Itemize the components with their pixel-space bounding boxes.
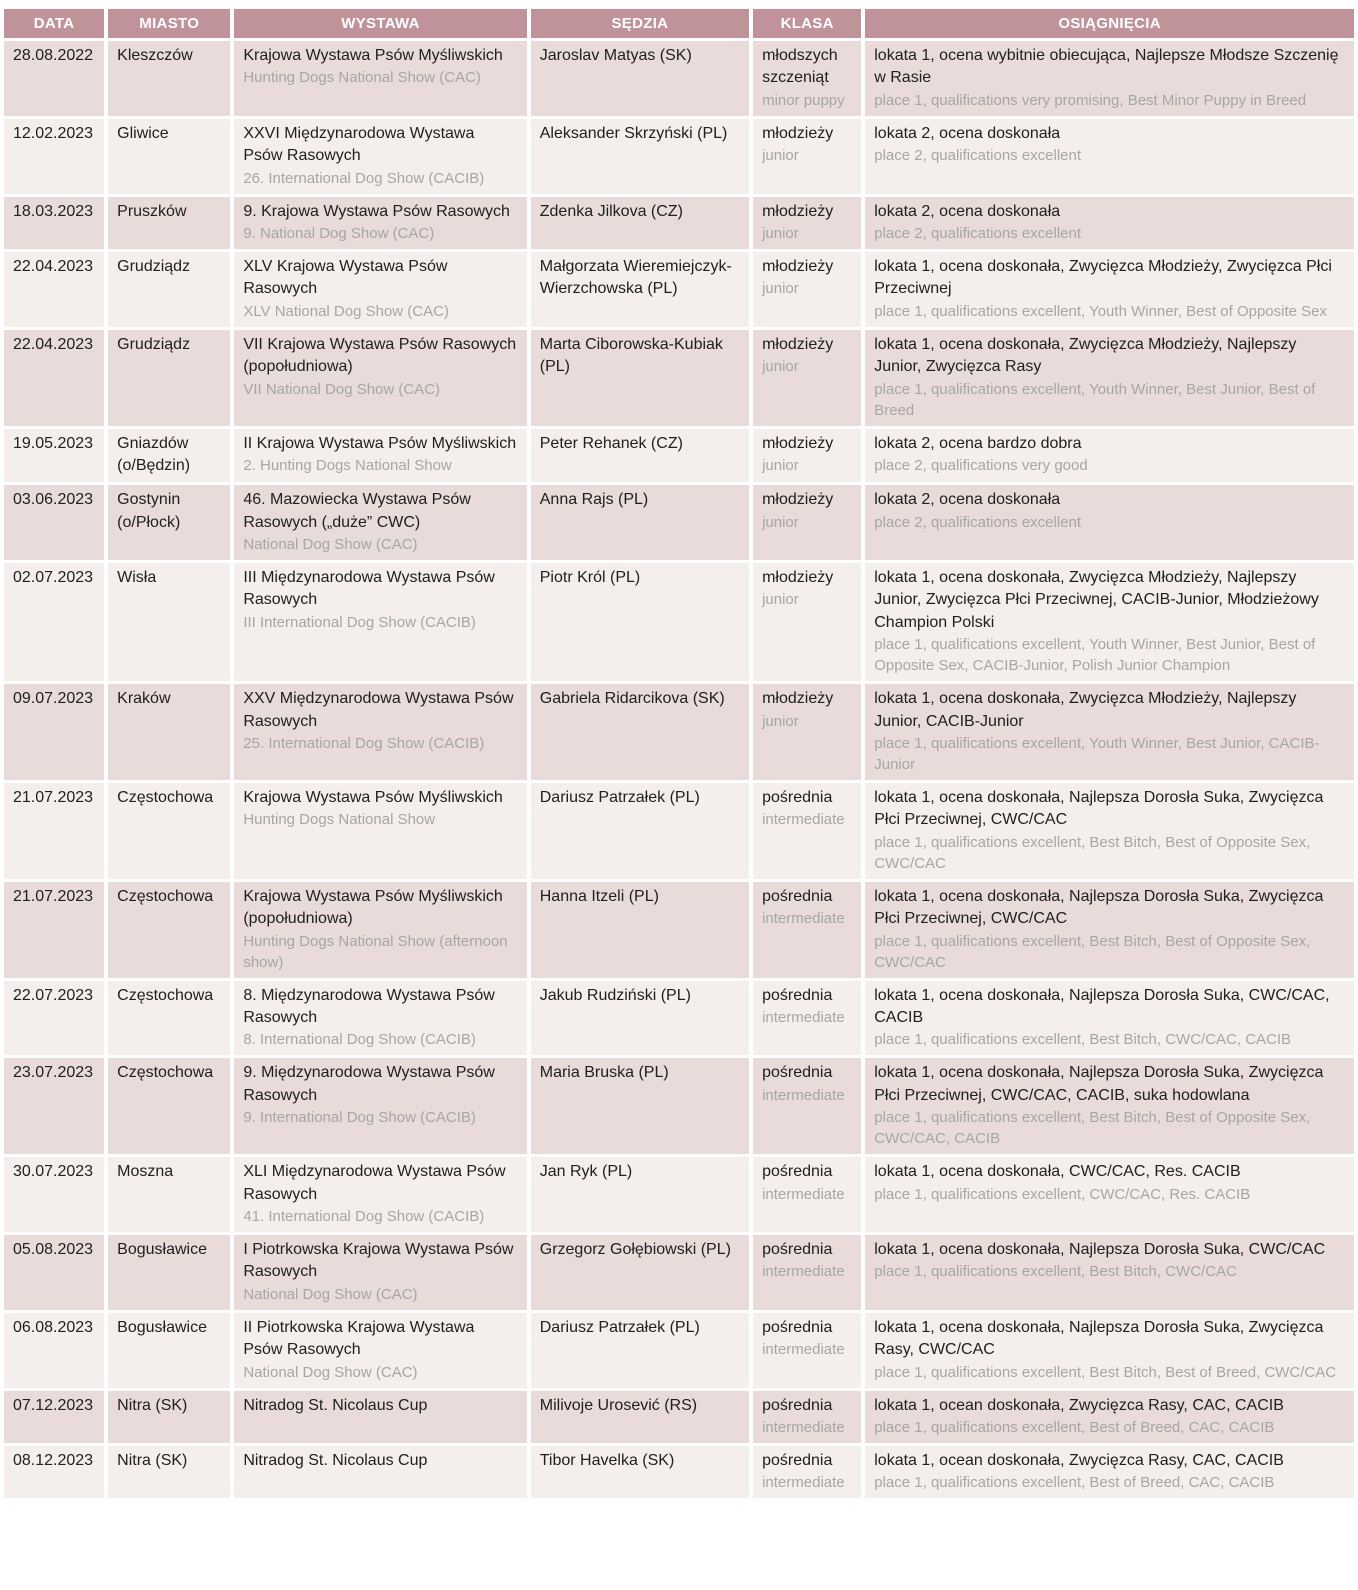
cell-show <box>234 1313 526 1388</box>
show-name-pl: VII Krajowa Wystawa Psów Rasowych (popołudniowa) <box>243 335 517 376</box>
column-header-sedzia: SĘDZIA <box>531 9 749 38</box>
cell-city <box>108 783 230 879</box>
achievements-en: place 1, qualifications excellent, Youth Winner, Best of Opposite Sex <box>874 302 1328 320</box>
cell-show <box>234 1446 526 1498</box>
show-name-en: 41. International Dog Show (CACIB) <box>243 1207 485 1225</box>
class-pl: pośrednia <box>762 1240 833 1258</box>
class-pl: młodzieży <box>762 434 834 452</box>
achievements-en: place 1, qualifications excellent, Best Bitch, Best of Opposite Sex, CWC/CAC <box>874 833 1311 872</box>
achievements-pl: lokata 1, ocena doskonała, Najlepsza Dorosła Suka, CWC/CAC, CACIB <box>874 986 1330 1026</box>
cell-city <box>108 563 230 681</box>
date-value: 05.08.2023 <box>13 1240 94 1258</box>
city-value: Kleszczów <box>117 47 193 64</box>
date-value: 22.04.2023 <box>13 335 94 353</box>
class-pl: młodzieży <box>762 202 834 220</box>
show-name-pl: Nitradog St. Nicolaus Cup <box>243 1396 428 1414</box>
cell-judge <box>531 684 749 780</box>
show-name-en: XLV National Dog Show (CAC) <box>243 302 449 320</box>
date-value: 21.07.2023 <box>13 887 94 905</box>
cell-show <box>234 783 526 879</box>
cell-judge <box>531 1058 749 1154</box>
class-pl: młodszych szczeniąt <box>762 47 838 87</box>
judge-name: Marta Ciborowska-Kubiak (PL) <box>539 335 723 376</box>
class-en: junior <box>762 280 799 298</box>
cell-city <box>108 882 230 978</box>
cell-city <box>108 1235 230 1310</box>
cell-achievements <box>865 981 1354 1056</box>
judge-name: Dariusz Patrzałek (PL) <box>539 1318 700 1336</box>
cell-achievements <box>865 197 1354 249</box>
show-name-pl: 9. Krajowa Wystawa Psów Rasowych <box>243 202 510 220</box>
achievements-en: place 2, qualifications very good <box>874 456 1088 474</box>
cell-show <box>234 429 526 483</box>
cell-class <box>753 1391 861 1443</box>
show-name-en: 26. International Dog Show (CACIB) <box>243 169 485 187</box>
class-en: junior <box>762 591 799 609</box>
date-value: 07.12.2023 <box>13 1396 94 1414</box>
judge-name: Anna Rajs (PL) <box>539 491 649 509</box>
achievements-pl: lokata 1, ocean doskonała, Zwycięzca Rasy, CAC, CACIB <box>874 1451 1284 1469</box>
show-name-pl: III Międzynarodowa Wystawa Psów Rasowych <box>243 569 495 609</box>
cell-class <box>753 1313 861 1388</box>
achievements-pl: lokata 1, ocena doskonała, CWC/CAC, Res. CACIB <box>874 1163 1241 1181</box>
cell-show <box>234 1235 526 1310</box>
class-pl: pośrednia <box>762 789 833 807</box>
cell-city <box>108 684 230 780</box>
cell-class <box>753 783 861 879</box>
table-body <box>4 41 1354 1498</box>
date-value: 22.04.2023 <box>13 257 94 275</box>
cell-class <box>753 1235 861 1310</box>
show-name-pl: XLV Krajowa Wystawa Psów Rasowych <box>243 257 448 298</box>
city-value: Nitra (SK) <box>117 1396 188 1414</box>
cell-show <box>234 1391 526 1443</box>
cell-class <box>753 197 861 249</box>
show-name-en: III International Dog Show (CACIB) <box>243 613 476 631</box>
city-value: Bogusławice <box>117 1318 207 1336</box>
cell-date <box>4 429 104 483</box>
cell-class <box>753 1157 861 1232</box>
class-en: junior <box>762 513 799 531</box>
cell-city <box>108 981 230 1056</box>
class-en: intermediate <box>762 1474 845 1492</box>
table-row <box>4 981 1354 1056</box>
show-name-pl: II Krajowa Wystawa Psów Myśliwskich <box>243 434 517 452</box>
class-en: intermediate <box>762 1341 845 1359</box>
achievements-pl: lokata 1, ocena doskonała, Najlepsza Dorosła Suka, Zwycięzca Rasy, CWC/CAC <box>874 1318 1324 1359</box>
cell-show <box>234 882 526 978</box>
cell-achievements <box>865 563 1354 681</box>
class-pl: młodzieży <box>762 335 834 353</box>
cell-show <box>234 563 526 681</box>
cell-date <box>4 197 104 249</box>
class-en: intermediate <box>762 811 845 829</box>
cell-class <box>753 429 861 483</box>
achievements-en: place 1, qualifications excellent, Best Bitch, Best of Opposite Sex, CWC/CAC, CACIB <box>874 1109 1311 1148</box>
achievements-en: place 2, qualifications excellent <box>874 147 1082 165</box>
city-value: Grudziądz <box>117 257 191 275</box>
cell-date <box>4 41 104 116</box>
judge-name: Małgorzata Wieremiejczyk-Wierzchowska (PL) <box>539 257 732 298</box>
cell-class <box>753 485 861 560</box>
cell-city <box>108 1446 230 1498</box>
class-pl: młodzieży <box>762 690 834 708</box>
class-pl: pośrednia <box>762 1163 833 1181</box>
cell-achievements <box>865 1391 1354 1443</box>
cell-achievements <box>865 882 1354 978</box>
column-header-klasa: KLASA <box>753 9 861 38</box>
show-name-pl: II Piotrkowska Krajowa Wystawa Psów Rasowych <box>243 1318 475 1359</box>
cell-judge <box>531 119 749 194</box>
cell-show <box>234 485 526 560</box>
achievements-en: place 1, qualifications excellent, Youth Winner, Best Junior, Best of Breed <box>874 380 1316 419</box>
city-value: Moszna <box>117 1163 174 1181</box>
table-row <box>4 1058 1354 1154</box>
cell-class <box>753 330 861 426</box>
class-pl: młodzieży <box>762 491 834 509</box>
cell-judge <box>531 1446 749 1498</box>
cell-class <box>753 41 861 116</box>
achievements-pl: lokata 1, ocena doskonała, Najlepsza Dorosła Suka, Zwycięzca Płci Przeciwnej, CWC/CAC <box>874 887 1324 928</box>
table-row <box>4 1446 1354 1498</box>
cell-class <box>753 882 861 978</box>
class-en: junior <box>762 456 799 474</box>
cell-judge <box>531 1157 749 1232</box>
city-value: Gniazdów (o/Będzin) <box>117 434 191 474</box>
table-row <box>4 119 1354 194</box>
class-pl: pośrednia <box>762 1064 833 1082</box>
table-row <box>4 783 1354 879</box>
judge-name: Piotr Król (PL) <box>539 569 641 587</box>
table-row <box>4 197 1354 249</box>
judge-name: Maria Bruska (PL) <box>539 1064 669 1082</box>
show-name-en: National Dog Show (CAC) <box>243 1363 418 1381</box>
achievements-pl: lokata 1, ocena doskonała, Najlepsza Dorosła Suka, Zwycięzca Płci Przeciwnej, CWC/CAC, CACIB, suka hodowlana <box>874 1064 1324 1104</box>
show-name-en: 8. International Dog Show (CACIB) <box>243 1031 476 1049</box>
cell-city <box>108 41 230 116</box>
date-value: 09.07.2023 <box>13 690 94 708</box>
cell-judge <box>531 783 749 879</box>
dog-show-results-page <box>0 6 1358 1501</box>
show-name-en: 9. International Dog Show (CACIB) <box>243 1109 476 1127</box>
cell-achievements <box>865 119 1354 194</box>
achievements-pl: lokata 1, ocena doskonała, Zwycięzca Młodzieży, Zwycięzca Płci Przeciwnej <box>874 257 1332 298</box>
column-header-wystawa: WYSTAWA <box>234 9 526 38</box>
show-name-pl: Krajowa Wystawa Psów Myśliwskich (popołudniowa) <box>243 887 503 928</box>
judge-name: Jakub Rudziński (PL) <box>539 986 691 1004</box>
cell-achievements <box>865 1446 1354 1498</box>
cell-class <box>753 981 861 1056</box>
cell-date <box>4 1446 104 1498</box>
cell-show <box>234 119 526 194</box>
cell-date <box>4 1157 104 1232</box>
class-en: junior <box>762 224 799 242</box>
city-value: Pruszków <box>117 202 187 220</box>
judge-name: Tibor Havelka (SK) <box>539 1451 675 1469</box>
show-name-en: 9. National Dog Show (CAC) <box>243 224 435 242</box>
judge-name: Peter Rehanek (CZ) <box>539 434 683 452</box>
show-name-pl: XXV Międzynarodowa Wystawa Psów Rasowych <box>243 690 514 730</box>
achievements-en: place 2, qualifications excellent <box>874 513 1082 531</box>
show-name-pl: XLI Międzynarodowa Wystawa Psów Rasowych <box>243 1163 506 1203</box>
class-en: intermediate <box>762 1008 845 1026</box>
show-name-en: VII National Dog Show (CAC) <box>243 380 441 398</box>
judge-name: Gabriela Ridarcikova (SK) <box>539 690 725 708</box>
column-header-data: DATA <box>4 9 104 38</box>
show-name-en: Hunting Dogs National Show (CAC) <box>243 69 481 87</box>
cell-date <box>4 1058 104 1154</box>
cell-city <box>108 1157 230 1232</box>
class-en: junior <box>762 712 799 730</box>
judge-name: Jan Ryk (PL) <box>539 1163 633 1181</box>
date-value: 12.02.2023 <box>13 124 94 142</box>
cell-achievements <box>865 1058 1354 1154</box>
class-pl: pośrednia <box>762 1451 833 1469</box>
table-row <box>4 1157 1354 1232</box>
city-value: Częstochowa <box>117 789 214 807</box>
date-value: 30.07.2023 <box>13 1163 94 1181</box>
show-name-pl: I Piotrkowska Krajowa Wystawa Psów Rasowych <box>243 1240 514 1281</box>
class-en: intermediate <box>762 910 845 928</box>
cell-date <box>4 330 104 426</box>
cell-judge <box>531 563 749 681</box>
show-name-pl: 8. Międzynarodowa Wystawa Psów Rasowych <box>243 986 495 1026</box>
city-value: Bogusławice <box>117 1240 207 1258</box>
show-name-en: 25. International Dog Show (CACIB) <box>243 735 485 753</box>
achievements-pl: lokata 2, ocena doskonała <box>874 491 1061 509</box>
class-pl: młodzieży <box>762 257 834 275</box>
cell-city <box>108 330 230 426</box>
achievements-en: place 1, qualifications excellent, Best Bitch, Best of Opposite Sex, CWC/CAC <box>874 932 1311 971</box>
table-row <box>4 684 1354 780</box>
class-pl: młodzieży <box>762 124 834 142</box>
class-pl: pośrednia <box>762 986 833 1004</box>
cell-show <box>234 1157 526 1232</box>
column-header-osiagniecia: OSIĄGNIĘCIA <box>865 9 1354 38</box>
achievements-pl: lokata 1, ocena doskonała, Najlepsza Dorosła Suka, Zwycięzca Płci Przeciwnej, CWC/CAC <box>874 789 1324 829</box>
show-name-pl: Nitradog St. Nicolaus Cup <box>243 1451 428 1469</box>
cell-achievements <box>865 429 1354 483</box>
cell-city <box>108 1391 230 1443</box>
cell-achievements <box>865 330 1354 426</box>
cell-city <box>108 429 230 483</box>
cell-city <box>108 1058 230 1154</box>
table-row <box>4 485 1354 560</box>
cell-date <box>4 783 104 879</box>
cell-date <box>4 252 104 327</box>
table-row <box>4 563 1354 681</box>
date-value: 08.12.2023 <box>13 1451 94 1469</box>
judge-name: Milivoje Urosević (RS) <box>539 1396 698 1414</box>
table-row <box>4 330 1354 426</box>
judge-name: Dariusz Patrzałek (PL) <box>539 789 700 807</box>
achievements-pl: lokata 2, ocena bardzo dobra <box>874 434 1082 452</box>
city-value: Częstochowa <box>117 1064 214 1082</box>
cell-city <box>108 485 230 560</box>
judge-name: Grzegorz Gołębiowski (PL) <box>539 1240 731 1258</box>
date-value: 02.07.2023 <box>13 569 94 587</box>
class-pl: pośrednia <box>762 887 833 905</box>
achievements-en: place 1, qualifications excellent, Best of Breed, CAC, CACIB <box>874 1474 1275 1492</box>
achievements-en: place 1, qualifications excellent, CWC/CAC, Res. CACIB <box>874 1185 1251 1203</box>
date-value: 06.08.2023 <box>13 1318 94 1336</box>
judge-name: Hanna Itzeli (PL) <box>539 887 659 905</box>
table-row <box>4 41 1354 116</box>
cell-date <box>4 882 104 978</box>
cell-achievements <box>865 1157 1354 1232</box>
date-value: 22.07.2023 <box>13 986 94 1004</box>
cell-date <box>4 684 104 780</box>
table-row <box>4 429 1354 483</box>
show-name-pl: 9. Międzynarodowa Wystawa Psów Rasowych <box>243 1064 495 1104</box>
achievements-en: place 1, qualifications excellent, Youth Winner, Best Junior, Best of Opposite Sex, CACIB-Junior, Polish Junior Champion <box>874 636 1316 675</box>
cell-date <box>4 1235 104 1310</box>
cell-date <box>4 981 104 1056</box>
date-value: 23.07.2023 <box>13 1064 94 1082</box>
city-value: Grudziądz <box>117 335 191 353</box>
cell-show <box>234 1058 526 1154</box>
date-value: 21.07.2023 <box>13 789 94 807</box>
city-value: Gostynin (o/Płock) <box>117 491 181 531</box>
cell-date <box>4 119 104 194</box>
achievements-pl: lokata 1, ocena wybitnie obiecująca, Najlepsze Młodsze Szczenię w Rasie <box>874 47 1339 87</box>
city-value: Częstochowa <box>117 887 214 905</box>
cell-show <box>234 41 526 116</box>
cell-date <box>4 485 104 560</box>
achievements-pl: lokata 2, ocena doskonała <box>874 124 1061 142</box>
cell-judge <box>531 1235 749 1310</box>
cell-judge <box>531 197 749 249</box>
show-name-pl: Krajowa Wystawa Psów Myśliwskich <box>243 47 503 64</box>
cell-achievements <box>865 783 1354 879</box>
cell-show <box>234 330 526 426</box>
date-value: 18.03.2023 <box>13 202 94 220</box>
cell-judge <box>531 981 749 1056</box>
cell-class <box>753 1058 861 1154</box>
city-value: Nitra (SK) <box>117 1451 188 1469</box>
show-name-pl: XXVI Międzynarodowa Wystawa Psów Rasowych <box>243 124 475 165</box>
judge-name: Jaroslav Matyas (SK) <box>539 47 692 64</box>
achievements-en: place 1, qualifications excellent, Best Bitch, Best of Breed, CWC/CAC <box>874 1363 1337 1381</box>
city-value: Gliwice <box>117 124 169 142</box>
achievements-pl: lokata 1, ocena doskonała, Zwycięzca Młodzieży, Najlepszy Junior, Zwycięzca Płci Przeciwnej, CACIB-Junior, Młodzieżowy Champion Polski <box>874 569 1319 631</box>
date-value: 03.06.2023 <box>13 491 94 509</box>
table-row <box>4 1313 1354 1388</box>
cell-date <box>4 563 104 681</box>
class-en: intermediate <box>762 1263 845 1281</box>
cell-show <box>234 252 526 327</box>
achievements-pl: lokata 2, ocena doskonała <box>874 202 1061 220</box>
achievements-pl: lokata 1, ocena doskonała, Zwycięzca Młodzieży, Najlepszy Junior, Zwycięzca Rasy <box>874 335 1297 376</box>
city-value: Kraków <box>117 690 171 708</box>
city-value: Wisła <box>117 569 157 587</box>
show-name-en: 2. Hunting Dogs National Show <box>243 456 452 474</box>
table-header <box>4 9 1354 38</box>
cell-achievements <box>865 485 1354 560</box>
class-en: minor puppy <box>762 91 845 109</box>
cell-date <box>4 1313 104 1388</box>
show-name-en: Hunting Dogs National Show <box>243 811 436 829</box>
cell-class <box>753 563 861 681</box>
cell-city <box>108 119 230 194</box>
cell-achievements <box>865 684 1354 780</box>
cell-date <box>4 1391 104 1443</box>
class-pl: pośrednia <box>762 1396 833 1414</box>
achievements-en: place 1, qualifications excellent, Best of Breed, CAC, CACIB <box>874 1418 1275 1436</box>
cell-judge <box>531 429 749 483</box>
cell-class <box>753 684 861 780</box>
cell-show <box>234 684 526 780</box>
show-name-en: National Dog Show (CAC) <box>243 1285 418 1303</box>
show-name-pl: Krajowa Wystawa Psów Myśliwskich <box>243 789 503 807</box>
cell-judge <box>531 882 749 978</box>
cell-city <box>108 197 230 249</box>
cell-show <box>234 981 526 1056</box>
achievements-en: place 1, qualifications very promising, Best Minor Puppy in Breed <box>874 91 1307 109</box>
cell-city <box>108 252 230 327</box>
table-row <box>4 1235 1354 1310</box>
cell-class <box>753 119 861 194</box>
cell-judge <box>531 41 749 116</box>
judge-name: Aleksander Skrzyński (PL) <box>539 124 728 142</box>
cell-judge <box>531 252 749 327</box>
cell-achievements <box>865 1235 1354 1310</box>
cell-judge <box>531 1391 749 1443</box>
class-pl: pośrednia <box>762 1318 833 1336</box>
show-name-en: National Dog Show (CAC) <box>243 536 418 554</box>
achievements-en: place 1, qualifications excellent, Best Bitch, CWC/CAC <box>874 1263 1237 1281</box>
table-row <box>4 882 1354 978</box>
judge-name: Zdenka Jilkova (CZ) <box>539 202 683 220</box>
class-pl: młodzieży <box>762 569 834 587</box>
show-name-en: Hunting Dogs National Show (afternoon show) <box>243 932 508 971</box>
achievements-en: place 1, qualifications excellent, Youth Winner, Best Junior, CACIB-Junior <box>874 735 1320 774</box>
class-en: intermediate <box>762 1418 845 1436</box>
class-en: junior <box>762 147 799 165</box>
table-row <box>4 1391 1354 1443</box>
achievements-pl: lokata 1, ocean doskonała, Zwycięzca Rasy, CAC, CACIB <box>874 1396 1284 1414</box>
table-row <box>4 252 1354 327</box>
achievements-en: place 1, qualifications excellent, Best Bitch, CWC/CAC, CACIB <box>874 1031 1292 1049</box>
cell-judge <box>531 1313 749 1388</box>
cell-achievements <box>865 1313 1354 1388</box>
cell-achievements <box>865 252 1354 327</box>
results-table <box>0 6 1358 1501</box>
date-value: 19.05.2023 <box>13 434 94 452</box>
cell-judge <box>531 330 749 426</box>
cell-class <box>753 1446 861 1498</box>
class-en: intermediate <box>762 1185 845 1203</box>
cell-judge <box>531 485 749 560</box>
cell-class <box>753 252 861 327</box>
achievements-en: place 2, qualifications excellent <box>874 224 1082 242</box>
header-row <box>4 9 1354 38</box>
column-header-miasto: MIASTO <box>108 9 230 38</box>
achievements-pl: lokata 1, ocena doskonała, Najlepsza Dorosła Suka, CWC/CAC <box>874 1240 1326 1258</box>
class-en: junior <box>762 358 799 376</box>
achievements-pl: lokata 1, ocena doskonała, Zwycięzca Młodzieży, Najlepszy Junior, CACIB-Junior <box>874 690 1297 730</box>
cell-achievements <box>865 41 1354 116</box>
city-value: Częstochowa <box>117 986 214 1004</box>
show-name-pl: 46. Mazowiecka Wystawa Psów Rasowych („duże” CWC) <box>243 491 471 531</box>
date-value: 28.08.2022 <box>13 47 94 64</box>
cell-show <box>234 197 526 249</box>
class-en: intermediate <box>762 1086 845 1104</box>
cell-city <box>108 1313 230 1388</box>
